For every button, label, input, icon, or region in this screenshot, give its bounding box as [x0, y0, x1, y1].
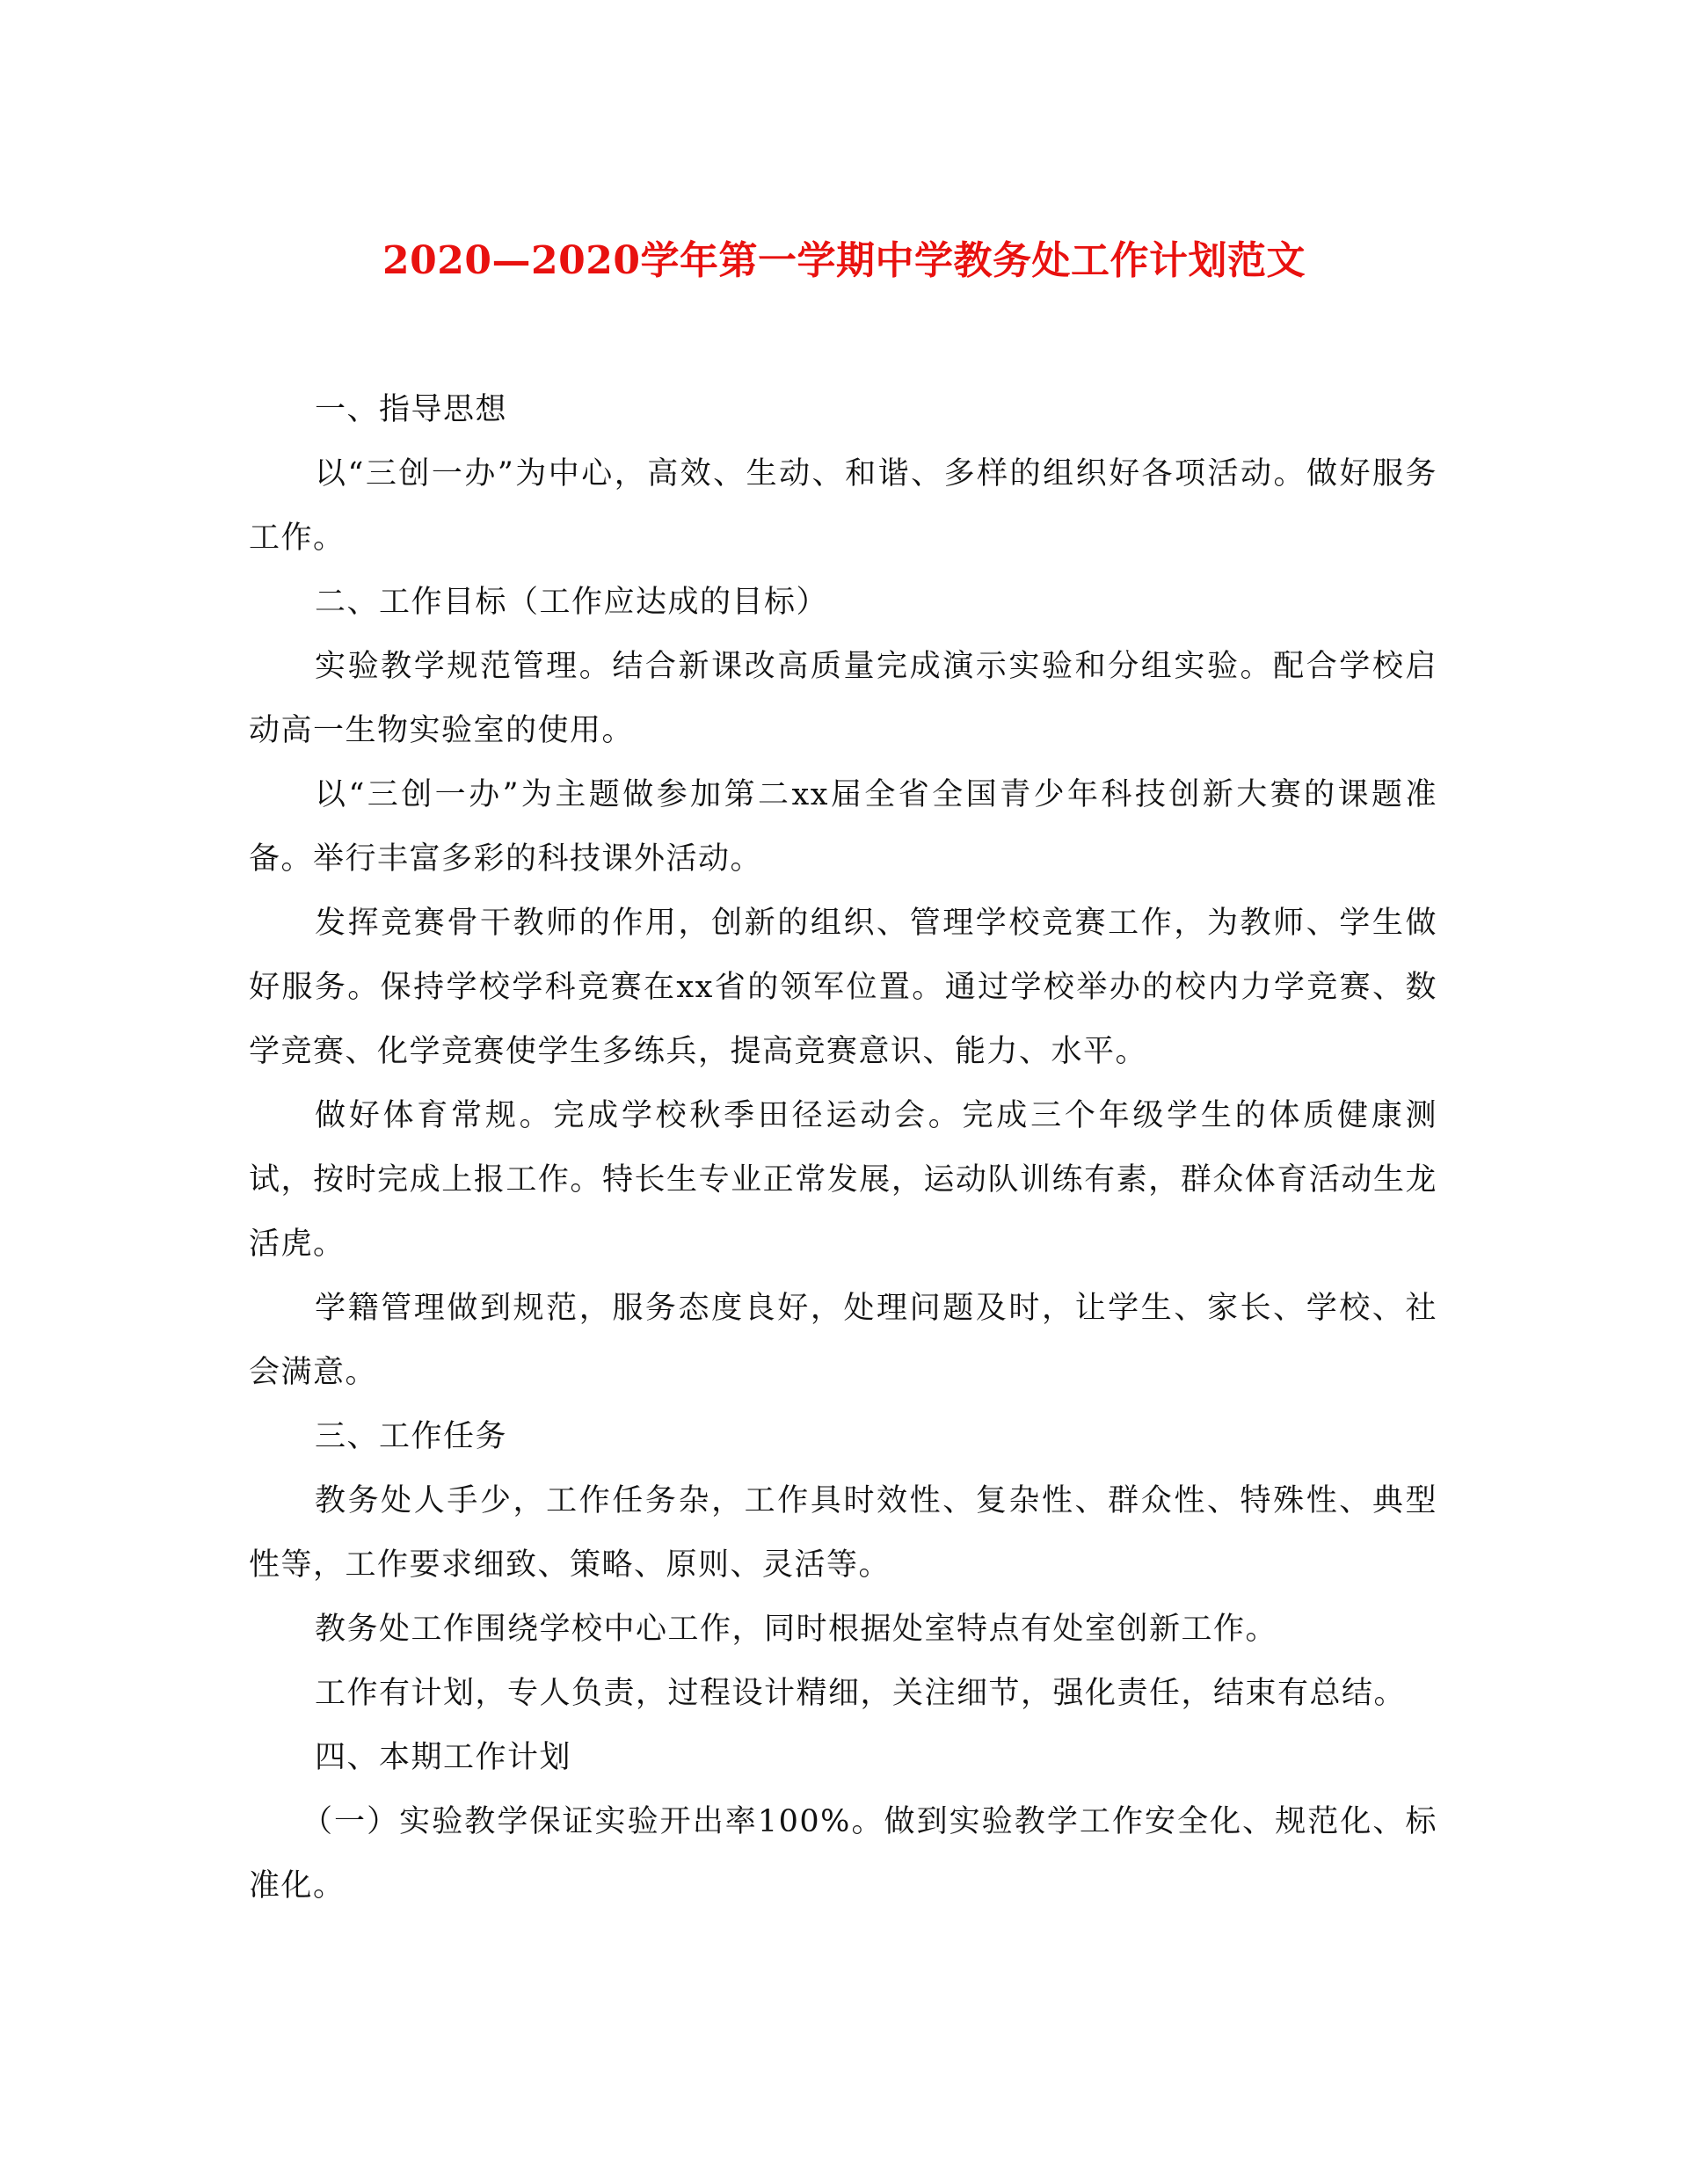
section-heading-term-plan: 四、本期工作计划 — [315, 1740, 572, 1775]
paragraph: 实验教学规范管理。结合新课改高质量完成演示实验和分组实验。配合学校启动高一生物实验室的使用。 — [249, 649, 1437, 748]
document-body — [249, 378, 1437, 1918]
section-heading-work-tasks: 三、工作任务 — [315, 1419, 508, 1454]
paragraph: 以“三创一办”为中心，高效、生动、和谐、多样的组织好各项活动。做好服务工作。 — [249, 456, 1437, 556]
paragraph: （一）实验教学保证实验开出率100%。做到实验教学工作安全化、规范化、标准化。 — [249, 1804, 1437, 1904]
paragraph: 学籍管理做到规范，服务态度良好，处理问题及时，让学生、家长、学校、社会满意。 — [249, 1291, 1437, 1390]
paragraph: 做好体育常规。完成学校秋季田径运动会。完成三个年级学生的体质健康测试，按时完成上报工作。特长生专业正常发展，运动队训练有素，群众体育活动生龙活虎。 — [249, 1098, 1437, 1262]
paragraph: 教务处工作围绕学校中心工作，同时根据处室特点有处室创新工作。 — [315, 1612, 1278, 1647]
section-heading-guiding-ideology: 一、指导思想 — [315, 392, 508, 427]
paragraph: 以“三创一办”为主题做参加第二xx届全省全国青少年科技创新大赛的课题准备。举行丰富多彩的科技课外活动。 — [249, 777, 1437, 877]
section-heading-work-goals: 二、工作目标（工作应达成的目标） — [315, 585, 829, 620]
document-title: 2020—2020学年第一学期中学教务处工作计划范文 — [382, 238, 1306, 283]
paragraph: 工作有计划，专人负责，过程设计精细，关注细节，强化责任，结束有总结。 — [315, 1676, 1407, 1711]
paragraph: 发挥竞赛骨干教师的作用，创新的组织、管理学校竞赛工作，为教师、学生做好服务。保持学校学科竞赛在xx省的领军位置。通过学校举办的校内力学竞赛、数学竞赛、化学竞赛使学生多练兵，提高竞赛意识、能力、水平。 — [249, 906, 1437, 1069]
paragraph: 教务处人手少，工作任务杂，工作具时效性、复杂性、群众性、特殊性、典型性等，工作要求细致、策略、原则、灵活等。 — [249, 1483, 1437, 1583]
